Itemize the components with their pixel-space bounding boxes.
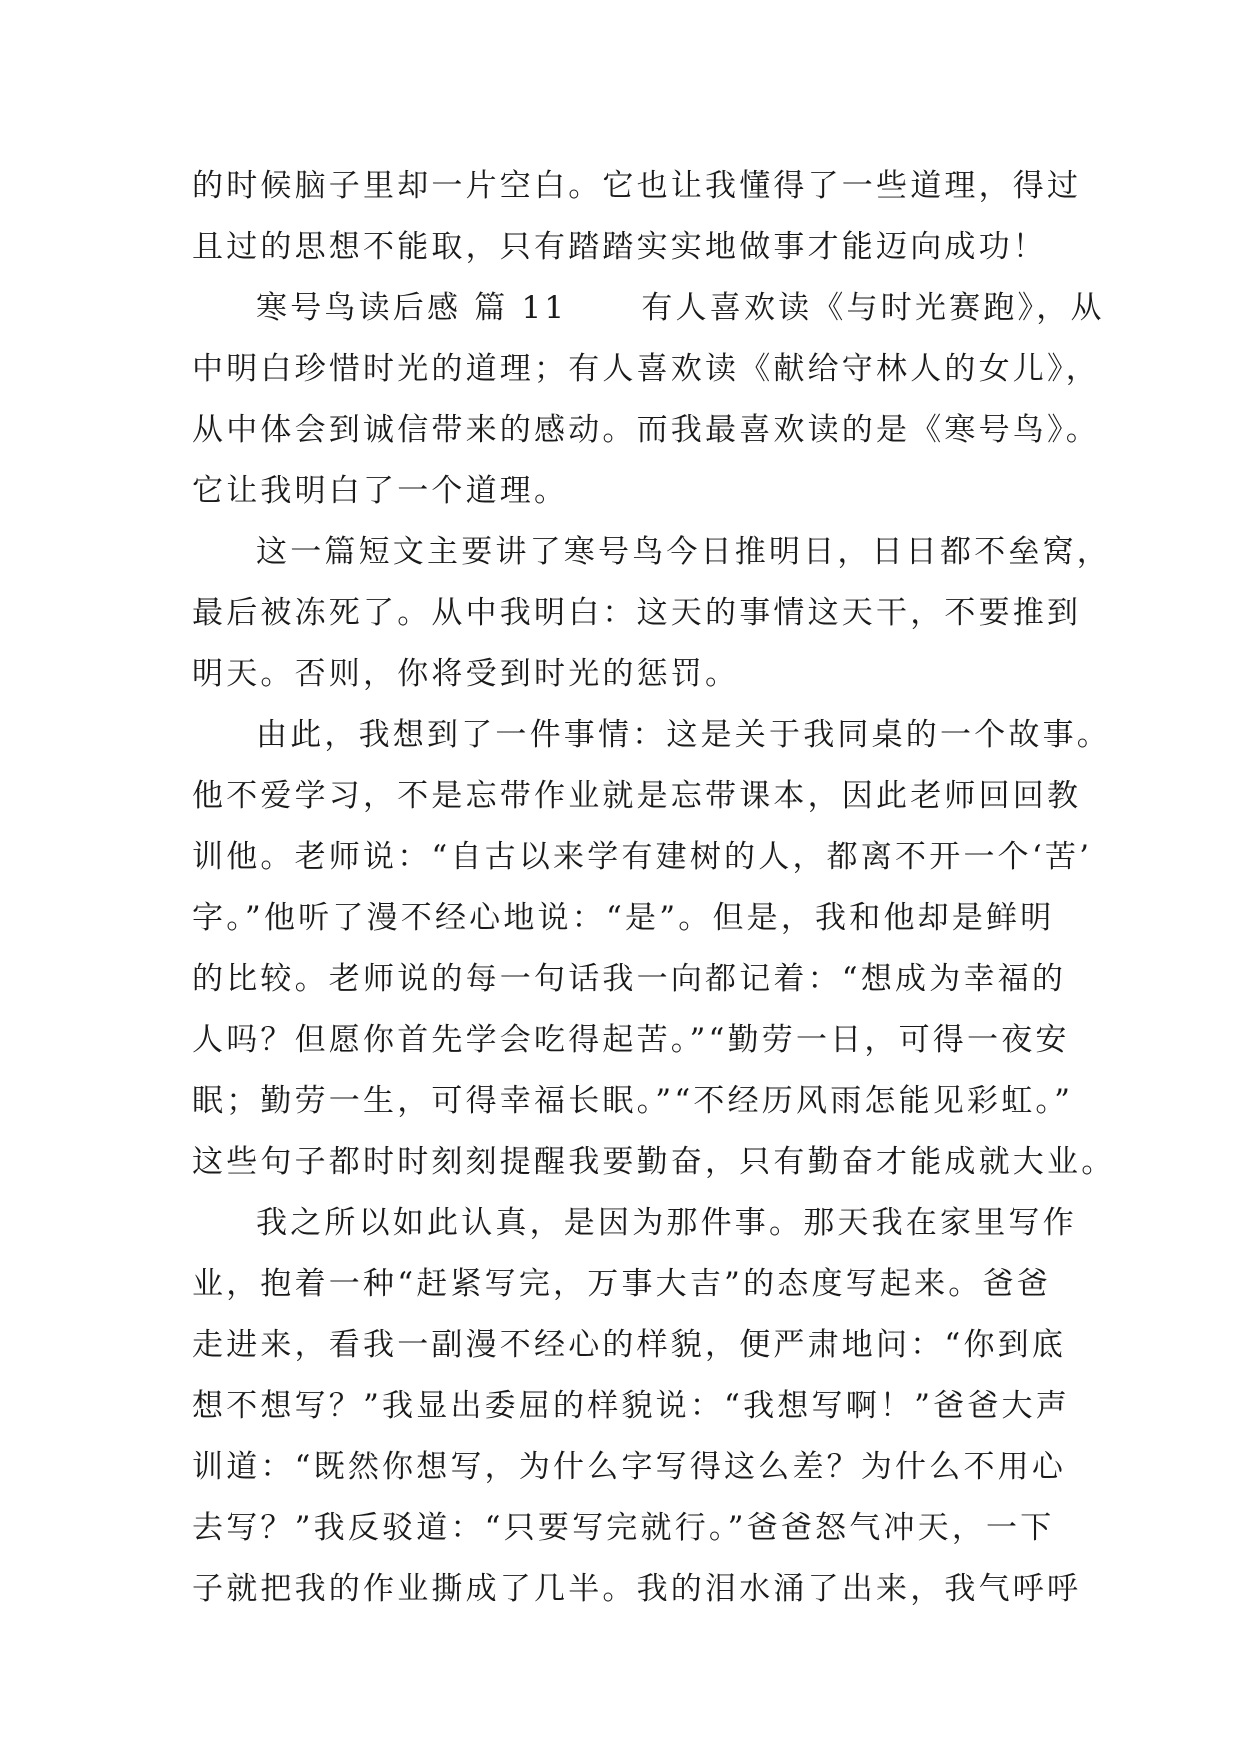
paragraph-homework-story xyxy=(192,1193,1082,1620)
text-line: 这一篇短文主要讲了寒号鸟今日推明日，日日都不垒窝， xyxy=(256,534,1111,570)
article-body xyxy=(192,156,1116,1620)
paragraph-summary xyxy=(192,522,1111,705)
paragraph-deskmate-story xyxy=(192,705,1116,1193)
text-line: 的时候脑子里却一片空白。它也让我懂得了一些道理，得过 xyxy=(192,168,1082,204)
text-line: 的比较。老师说的每一句话我一向都记着：“想成为幸福的 xyxy=(192,961,1067,997)
text-line-with-heading xyxy=(192,278,1105,339)
text-line: 去写？”我反驳道：“只要写完就行。”爸爸怒气冲天，一下 xyxy=(192,1510,1055,1546)
text-line: 最后被冻死了。从中我明白：这天的事情这天干，不要推到 xyxy=(192,595,1082,631)
text-line: 它让我明白了一个道理。 xyxy=(192,473,569,509)
text-line: 明天。否则，你将受到时光的惩罚。 xyxy=(192,656,740,692)
text-line: 从中体会到诚信带来的感动。而我最喜欢读的是《寒号鸟》。 xyxy=(192,412,1100,448)
text-line: 他不爱学习，不是忘带作业就是忘带课本，因此老师回回教 xyxy=(192,778,1082,814)
text-line: 字。”他听了漫不经心地说：“是”。但是，我和他却是鲜明 xyxy=(192,900,1055,936)
text-line: 训道：“既然你想写，为什么字写得这么差？为什么不用心 xyxy=(192,1449,1067,1485)
text-line: 中明白珍惜时光的道理；有人喜欢读《献给守林人的女儿》， xyxy=(192,351,1100,387)
essay-heading: 寒号鸟读后感 篇 11 xyxy=(256,290,568,326)
text-line: 且过的思想不能取，只有踏踏实实地做事才能迈向成功！ xyxy=(192,229,1047,265)
text-line: 想不想写？”我显出委屈的样貌说：“我想写啊！”爸爸大声 xyxy=(192,1388,1070,1424)
text-line: 人吗？但愿你首先学会吃得起苦。”“勤劳一日，可得一夜安 xyxy=(192,1022,1070,1058)
paragraph-essay-11 xyxy=(192,278,1105,522)
text-line: 业，抱着一种“赶紧写完，万事大吉”的态度写起来。爸爸 xyxy=(192,1266,1051,1302)
paragraph-continued xyxy=(192,156,1082,278)
text-line: 这些句子都时时刻刻提醒我要勤奋，只有勤奋才能成就大业。 xyxy=(192,1144,1116,1180)
text-line: 由此，我想到了一件事情：这是关于我同桌的一个故事。 xyxy=(256,717,1111,753)
text-line: 眠；勤劳一生，可得幸福长眠。”“不经历风雨怎能见彩虹。” xyxy=(192,1083,1074,1119)
text-line: 有人喜欢读《与时光赛跑》，从 xyxy=(641,290,1105,326)
text-line: 走进来，看我一副漫不经心的样貌，便严肃地问：“你到底 xyxy=(192,1327,1067,1363)
text-line: 我之所以如此认真，是因为那件事。那天我在家里写作 xyxy=(256,1205,1077,1241)
text-line: 子就把我的作业撕成了几半。我的泪水涌了出来，我气呼呼 xyxy=(192,1571,1082,1607)
text-line: 训他。老师说：“自古以来学有建树的人，都离不开一个‘苦’ xyxy=(192,839,1093,875)
